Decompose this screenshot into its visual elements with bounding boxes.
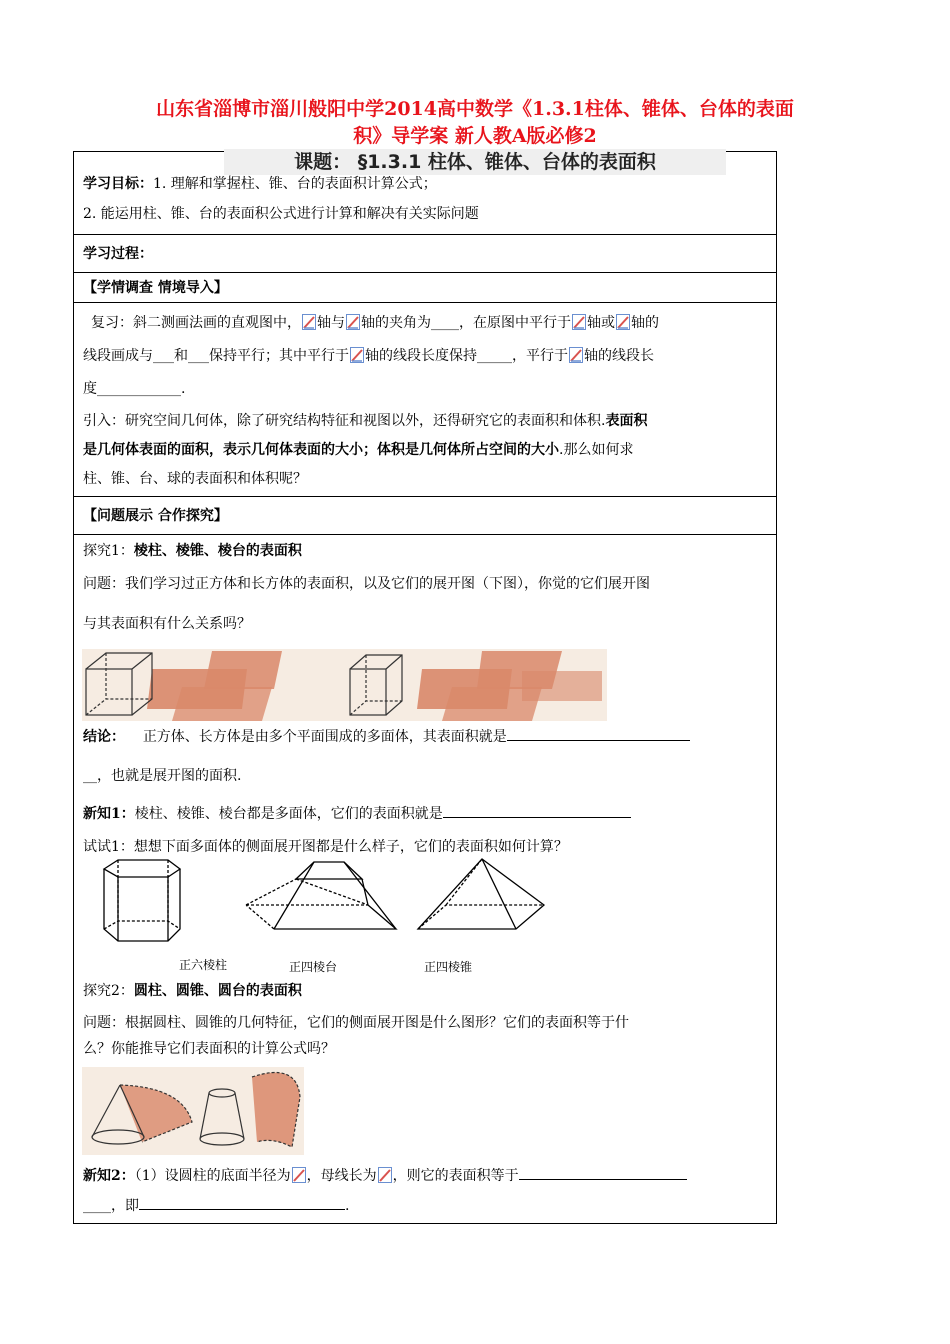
explore-2-question-2: 么？你能推导它们表面积的计算公式吗？ <box>83 1041 335 1057</box>
review-line-3: 度____________. <box>83 381 186 397</box>
intro-line-1 <box>83 411 647 431</box>
new-knowledge-2 <box>83 1165 687 1186</box>
new-knowledge-2-text-b: ，母线长为 <box>306 1168 377 1184</box>
new-knowledge-2-text-e: . <box>345 1198 350 1214</box>
axis-icon <box>302 314 316 330</box>
intro-bold-a: 表面积 <box>605 413 648 429</box>
new-knowledge-2-text-c: ，则它的表面积等于 <box>392 1168 519 1184</box>
title-line-2: 积》导学案 新人教A版必修2 <box>353 125 597 147</box>
section-2-title: 【问题展示 合作探究】 <box>83 508 228 524</box>
new-knowledge-2-text-a: （1）设圆柱的底面半径为 <box>134 1168 291 1184</box>
process-label: 学习过程： <box>83 246 153 262</box>
explore-2-question-1: 问题：根据圆柱、圆锥的几何特征，它们的侧面展开图是什么图形？它们的表面积等于什 <box>83 1015 629 1031</box>
explore-1-label: 探究1： <box>83 543 134 559</box>
goals-label: 学习目标： <box>83 176 153 192</box>
review-text-e: 轴的 <box>631 315 659 331</box>
new-knowledge-2-text-d: ____，即 <box>83 1198 139 1214</box>
axis-icon <box>569 347 583 363</box>
answer-blank[interactable] <box>519 1165 687 1180</box>
conclusion-line-2: __，也就是展开图的面积. <box>83 768 242 784</box>
intro-text-d: .那么如何求 <box>559 442 634 458</box>
radius-symbol-icon <box>292 1167 306 1183</box>
answer-blank[interactable] <box>443 803 631 818</box>
new-knowledge-2-line-2 <box>83 1195 349 1216</box>
explore-row <box>74 535 776 1223</box>
worksheet-table <box>73 151 777 1224</box>
explore-1-heading <box>83 541 302 561</box>
goals-item-2: 2. 能运用柱、锥、台的表面积公式进行计算和解决有关实际问题 <box>83 206 479 222</box>
new-knowledge-1-label: 新知1： <box>83 806 135 822</box>
conclusion-label: 结论： <box>83 729 125 745</box>
cone-frustum-figure <box>82 1067 304 1155</box>
goals-row <box>74 152 776 235</box>
review-row <box>74 303 776 497</box>
review-text-g: 轴的线段长度保持_____，平行于 <box>365 348 568 364</box>
title-line-1: 山东省淄博市淄川般阳中学2014高中数学《1.3.1柱体、锥体、台体的表面 <box>156 98 794 120</box>
axis-icon <box>616 314 630 330</box>
intro-text-a: 引入：研究空间几何体，除了研究结构特征和视图以外，还得研究它的表面积和体积. <box>83 413 606 429</box>
explore-2-heading <box>83 981 302 1001</box>
caption-pyramid: 正四棱锥 <box>424 960 473 974</box>
review-text-c: 轴的夹角为____，在原图中平行于 <box>361 315 571 331</box>
document-title <box>60 96 890 150</box>
axis-icon <box>350 347 364 363</box>
explore-2-label: 探究2： <box>83 983 134 999</box>
explore-2-title: 圆柱、圆锥、圆台的表面积 <box>133 983 302 999</box>
explore-1-title: 棱柱、棱锥、棱台的表面积 <box>133 543 302 559</box>
review-text-b: 轴与 <box>317 315 345 331</box>
intro-line-2 <box>83 440 633 460</box>
explore-1-question-2: 与其表面积有什么关系吗？ <box>83 616 251 632</box>
axis-icon <box>572 314 586 330</box>
lesson-banner: 课题： §1.3.1 柱体、锥体、台体的表面积 <box>224 149 726 175</box>
try-1: 试试1：想想下面多面体的侧面展开图都是什么样子，它们的表面积如何计算？ <box>83 839 568 855</box>
review-text-f: 线段画成与___和___保持平行；其中平行于 <box>83 348 349 364</box>
goals-item-1: 1. 理解和掌握柱、锥、台的表面积计算公式； <box>153 176 437 192</box>
caption-hex-prism: 正六棱柱 <box>179 958 228 972</box>
answer-blank[interactable] <box>507 726 690 741</box>
process-row <box>74 235 776 273</box>
review-text-a: 复习：斜二测画法画的直观图中， <box>91 315 301 331</box>
slant-symbol-icon <box>378 1167 392 1183</box>
intro-bold-b: 是几何体表面的面积，表示几何体表面的大小；体积是几何体所占空间的大小 <box>83 442 559 458</box>
axis-icon <box>346 314 360 330</box>
section-1-title: 【学情调查 情境导入】 <box>83 280 228 296</box>
caption-frustum: 正四棱台 <box>289 960 338 974</box>
answer-blank[interactable] <box>139 1195 345 1210</box>
new-knowledge-1 <box>83 803 631 824</box>
conclusion-line-1 <box>83 726 690 747</box>
polyhedra-figure <box>96 857 566 947</box>
section-header-2 <box>74 497 776 535</box>
new-knowledge-1-text: 棱柱、棱锥、棱台都是多面体，它们的表面积就是 <box>134 806 443 822</box>
cube-net-figure <box>82 649 607 721</box>
new-knowledge-2-label: 新知2： <box>83 1168 135 1184</box>
intro-line-3: 柱、锥、台、球的表面积和体积呢？ <box>83 471 307 487</box>
review-line-1 <box>91 313 659 333</box>
conclusion-text: 正方体、长方体是由多个平面围成的多面体，其表面积就是 <box>142 729 507 745</box>
review-line-2 <box>83 346 654 366</box>
section-header-1 <box>74 273 776 303</box>
review-text-d: 轴或 <box>587 315 615 331</box>
review-text-h: 轴的线段长 <box>584 348 654 364</box>
goals-line-1 <box>83 174 437 194</box>
explore-1-question-1: 问题：我们学习过正方体和长方体的表面积，以及它们的展开图（下图），你觉的它们展开图 <box>83 576 650 592</box>
